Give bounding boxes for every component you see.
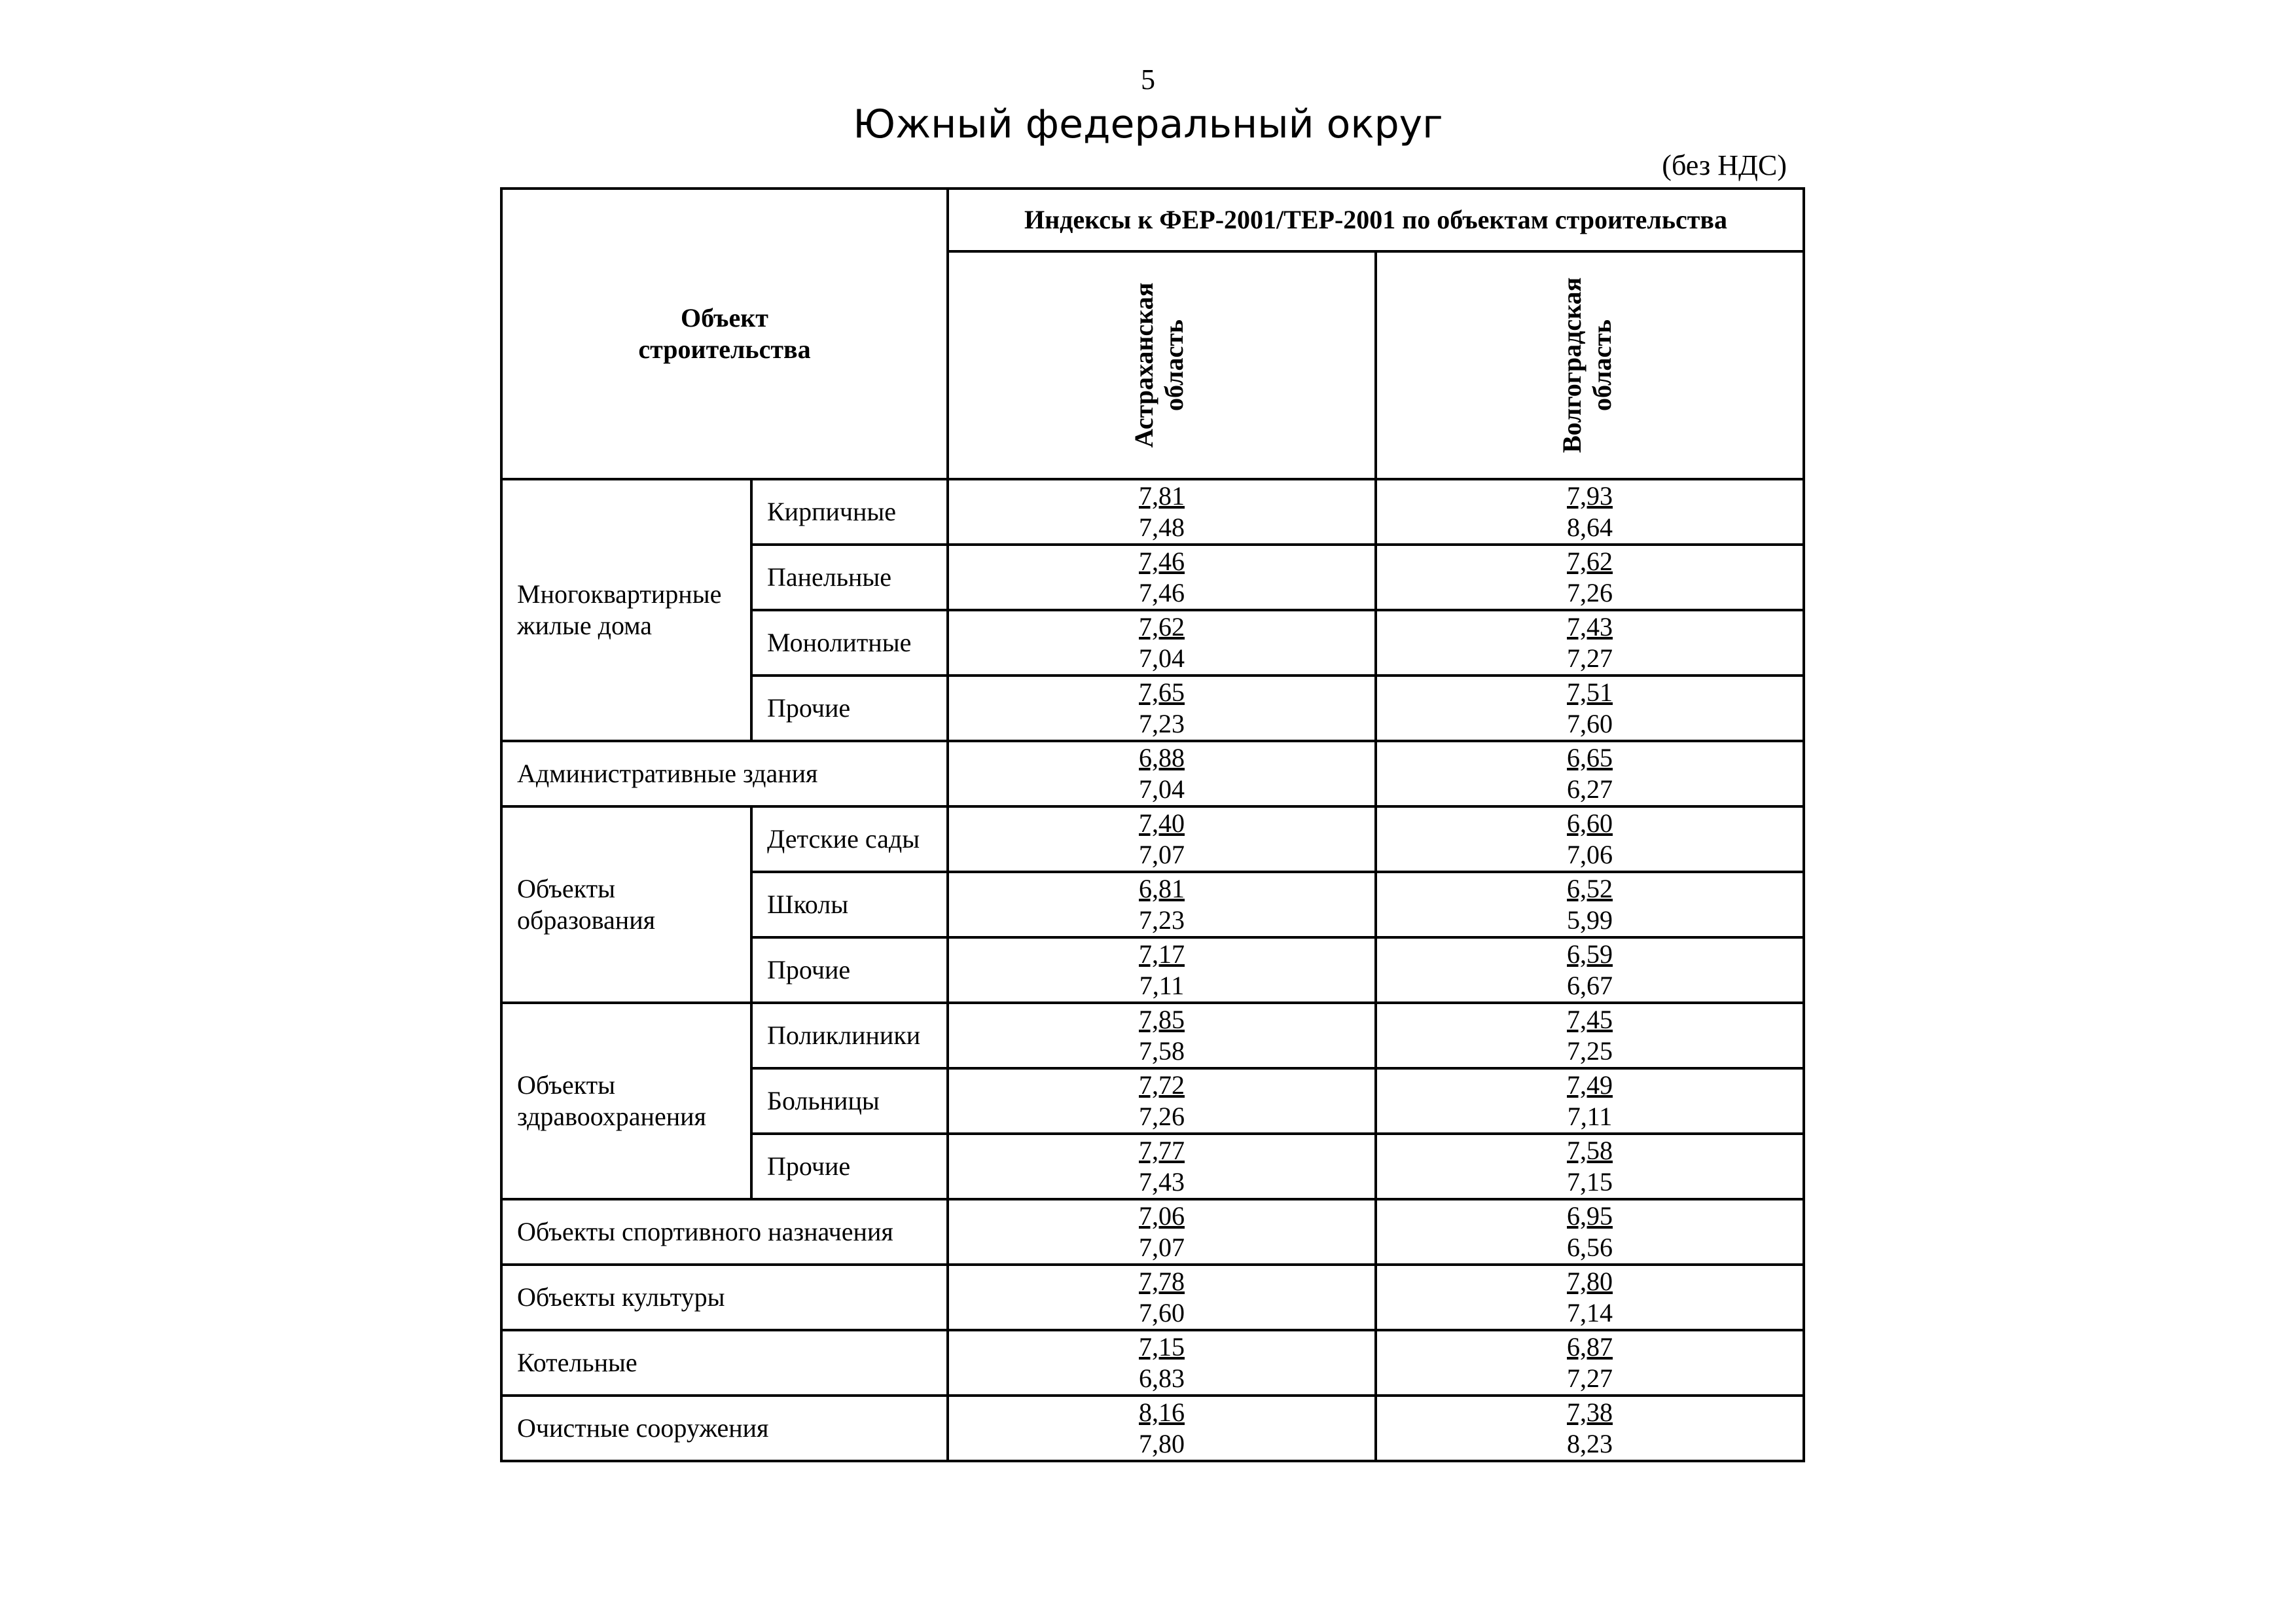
- value-bottom: 7,26: [1567, 578, 1613, 607]
- value-top: 6,52: [1567, 874, 1613, 903]
- group-label: Котельные: [501, 1330, 948, 1396]
- value-bottom: 7,23: [1139, 905, 1185, 935]
- value-top: 7,93: [1567, 481, 1613, 511]
- value-top: 6,95: [1567, 1201, 1613, 1231]
- value-bottom: 7,48: [1139, 513, 1185, 542]
- table-row: [501, 741, 1804, 806]
- group-label: Объекты культуры: [501, 1265, 948, 1330]
- value-top: 6,65: [1567, 743, 1613, 772]
- group-label: Объекты спортивного назначения: [501, 1199, 948, 1265]
- value-cell-a: [948, 1199, 1376, 1265]
- value-bottom: 7,60: [1139, 1298, 1185, 1327]
- value-bottom: 7,07: [1139, 1233, 1185, 1262]
- table-row: [501, 1396, 1804, 1461]
- value-bottom: 7,11: [1567, 1102, 1613, 1131]
- value-cell-a: [948, 1330, 1376, 1396]
- table-row: [501, 806, 1804, 872]
- value-top: 6,88: [1139, 743, 1185, 772]
- value-top: 7,38: [1567, 1398, 1613, 1427]
- object-header-label: Объект строительства: [638, 303, 811, 364]
- value-cell-b: [1376, 479, 1804, 545]
- value-top: 7,65: [1139, 677, 1185, 707]
- region-label-a: Астраханская область: [1129, 282, 1189, 448]
- value-cell-a: [948, 937, 1376, 1003]
- value-cell-b: [1376, 1003, 1804, 1068]
- value-cell-b: [1376, 1068, 1804, 1134]
- value-cell-a: [948, 1265, 1376, 1330]
- value-cell-b: [1376, 1265, 1804, 1330]
- value-cell-a: [948, 545, 1376, 610]
- value-cell-b: [1376, 1134, 1804, 1199]
- value-bottom: 7,27: [1567, 643, 1613, 673]
- value-bottom: 7,46: [1139, 578, 1185, 607]
- value-top: 6,87: [1567, 1332, 1613, 1362]
- value-cell-a: [948, 676, 1376, 741]
- subgroup-label: Школы: [751, 872, 948, 937]
- value-top: 7,15: [1139, 1332, 1185, 1362]
- page-title: Южный федеральный округ: [853, 101, 1443, 147]
- value-bottom: 7,11: [1139, 971, 1185, 1000]
- value-cell-a: [948, 479, 1376, 545]
- value-cell-a: [948, 610, 1376, 676]
- value-cell-b: [1376, 676, 1804, 741]
- value-top: 7,45: [1567, 1005, 1613, 1034]
- value-bottom: 7,26: [1139, 1102, 1185, 1131]
- value-cell-a: [948, 872, 1376, 937]
- value-bottom: 7,23: [1139, 709, 1185, 738]
- subgroup-label: Больницы: [751, 1068, 948, 1134]
- table-row: [501, 1199, 1804, 1265]
- value-top: 6,81: [1139, 874, 1185, 903]
- value-top: 7,46: [1139, 547, 1185, 576]
- value-bottom: 7,25: [1567, 1036, 1613, 1066]
- value-top: 7,58: [1567, 1136, 1613, 1165]
- value-cell-b: [1376, 937, 1804, 1003]
- subgroup-label: Прочие: [751, 676, 948, 741]
- region-header-a: [948, 251, 1376, 479]
- object-header: [501, 189, 948, 479]
- value-cell-a: [948, 1068, 1376, 1134]
- value-cell-b: [1376, 1396, 1804, 1461]
- value-bottom: 7,15: [1567, 1167, 1613, 1197]
- value-cell-b: [1376, 1330, 1804, 1396]
- subgroup-label: Поликлиники: [751, 1003, 948, 1068]
- table-row: [501, 1330, 1804, 1396]
- subgroup-label: Монолитные: [751, 610, 948, 676]
- subgroup-label: Кирпичные: [751, 479, 948, 545]
- value-top: 7,51: [1567, 677, 1613, 707]
- group-label: Очистные сооружения: [501, 1396, 948, 1461]
- value-bottom: 7,27: [1567, 1363, 1613, 1393]
- value-cell-b: [1376, 545, 1804, 610]
- value-bottom: 7,04: [1139, 643, 1185, 673]
- table-row: [501, 1003, 1804, 1068]
- value-bottom: 7,43: [1139, 1167, 1185, 1197]
- value-bottom: 7,04: [1139, 774, 1185, 804]
- group-label: Объекты здравоохранения: [501, 1003, 751, 1199]
- value-bottom: 7,06: [1567, 840, 1613, 869]
- value-top: 7,17: [1139, 939, 1185, 969]
- value-top: 7,80: [1567, 1267, 1613, 1296]
- value-bottom: 7,58: [1139, 1036, 1185, 1066]
- value-cell-b: [1376, 741, 1804, 806]
- value-cell-a: [948, 1134, 1376, 1199]
- value-bottom: 7,14: [1567, 1298, 1613, 1327]
- value-top: 6,59: [1567, 939, 1613, 969]
- value-bottom: 6,27: [1567, 774, 1613, 804]
- vat-note: (без НДС): [1662, 149, 1787, 181]
- value-bottom: 7,07: [1139, 840, 1185, 869]
- value-bottom: 7,80: [1139, 1429, 1185, 1458]
- subgroup-label: Панельные: [751, 545, 948, 610]
- table-row: [501, 1265, 1804, 1330]
- value-cell-b: [1376, 1199, 1804, 1265]
- value-cell-a: [948, 806, 1376, 872]
- value-cell-a: [948, 1396, 1376, 1461]
- value-top: 7,62: [1139, 612, 1185, 641]
- value-bottom: 6,56: [1567, 1233, 1613, 1262]
- value-top: 7,78: [1139, 1267, 1185, 1296]
- value-top: 7,49: [1567, 1070, 1613, 1100]
- value-top: 7,85: [1139, 1005, 1185, 1034]
- group-label: Административные здания: [501, 741, 948, 806]
- value-bottom: 6,83: [1139, 1363, 1185, 1393]
- value-cell-b: [1376, 610, 1804, 676]
- value-cell-b: [1376, 872, 1804, 937]
- value-cell-b: [1376, 806, 1804, 872]
- subgroup-label: Прочие: [751, 937, 948, 1003]
- value-top: 7,77: [1139, 1136, 1185, 1165]
- value-top: 7,40: [1139, 808, 1185, 838]
- region-header-b: [1376, 251, 1804, 479]
- value-top: 6,60: [1567, 808, 1613, 838]
- subgroup-label: Детские сады: [751, 806, 948, 872]
- value-bottom: 7,60: [1567, 709, 1613, 738]
- group-label: Многоквартирные жилые дома: [501, 479, 751, 741]
- index-header: Индексы к ФЕР-2001/ТЕР-2001 по объектам строительства: [948, 189, 1804, 251]
- subgroup-label: Прочие: [751, 1134, 948, 1199]
- region-label-b: Волгоградская область: [1557, 277, 1617, 454]
- header-row: [501, 189, 1804, 251]
- value-cell-a: [948, 741, 1376, 806]
- value-top: 7,43: [1567, 612, 1613, 641]
- value-bottom: 6,67: [1567, 971, 1613, 1000]
- value-top: 7,81: [1139, 481, 1185, 511]
- table-row: [501, 479, 1804, 545]
- value-bottom: 8,64: [1567, 513, 1613, 542]
- value-top: 7,72: [1139, 1070, 1185, 1100]
- value-bottom: 8,23: [1567, 1429, 1613, 1458]
- value-top: 7,06: [1139, 1201, 1185, 1231]
- value-cell-a: [948, 1003, 1376, 1068]
- index-table: [500, 187, 1805, 1462]
- value-top: 8,16: [1139, 1398, 1185, 1427]
- page-number: 5: [1141, 63, 1155, 96]
- group-label: Объекты образования: [501, 806, 751, 1003]
- value-bottom: 5,99: [1567, 905, 1613, 935]
- value-top: 7,62: [1567, 547, 1613, 576]
